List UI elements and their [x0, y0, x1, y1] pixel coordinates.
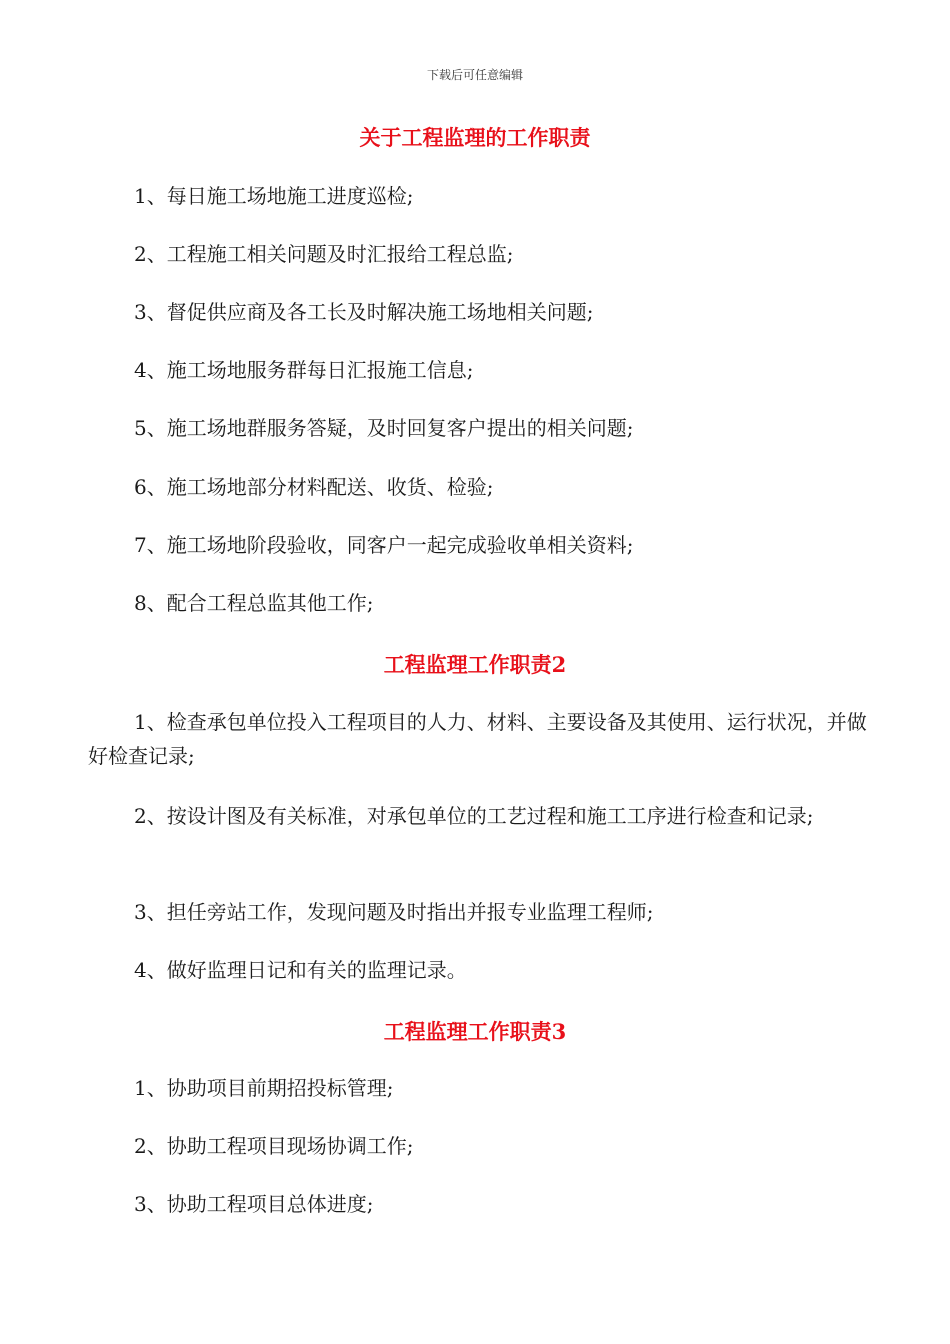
list-item: 2、工程施工相关问题及时汇报给工程总监;: [134, 242, 514, 266]
section-title: 工程监理工作职责2: [383, 652, 567, 677]
list-item: 1、每日施工场地施工进度巡检;: [134, 184, 414, 208]
list-item: 8、配合工程总监其他工作;: [134, 591, 374, 615]
list-item: 1、检查承包单位投入工程项目的人力、材料、主要设备及其使用、运行状况，并做好检查记录;: [88, 710, 867, 768]
list-item: 5、施工场地群服务答疑，及时回复客户提出的相关问题;: [134, 416, 634, 440]
list-item: 7、施工场地阶段验收，同客户一起完成验收单相关资料;: [134, 533, 634, 557]
list-item: 1、协助项目前期招投标管理;: [134, 1076, 394, 1100]
list-item: 3、担任旁站工作，发现问题及时指出并报专业监理工程师;: [134, 900, 654, 924]
list-item: 6、施工场地部分材料配送、收货、检验;: [134, 475, 494, 499]
list-item: 4、做好监理日记和有关的监理记录。: [134, 958, 467, 982]
section-title: 工程监理工作职责3: [383, 1019, 567, 1044]
section-title: 关于工程监理的工作职责: [359, 125, 591, 150]
list-item: 2、按设计图及有关标准，对承包单位的工艺过程和施工工序进行检查和记录;: [134, 804, 814, 828]
header-note: 下载后可任意编辑: [426, 68, 523, 82]
list-item: 3、督促供应商及各工长及时解决施工场地相关问题;: [134, 300, 594, 324]
list-item: 3、协助工程项目总体进度;: [134, 1192, 374, 1216]
list-item: 4、施工场地服务群每日汇报施工信息;: [134, 358, 474, 382]
list-item: 2、协助工程项目现场协调工作;: [134, 1134, 414, 1158]
